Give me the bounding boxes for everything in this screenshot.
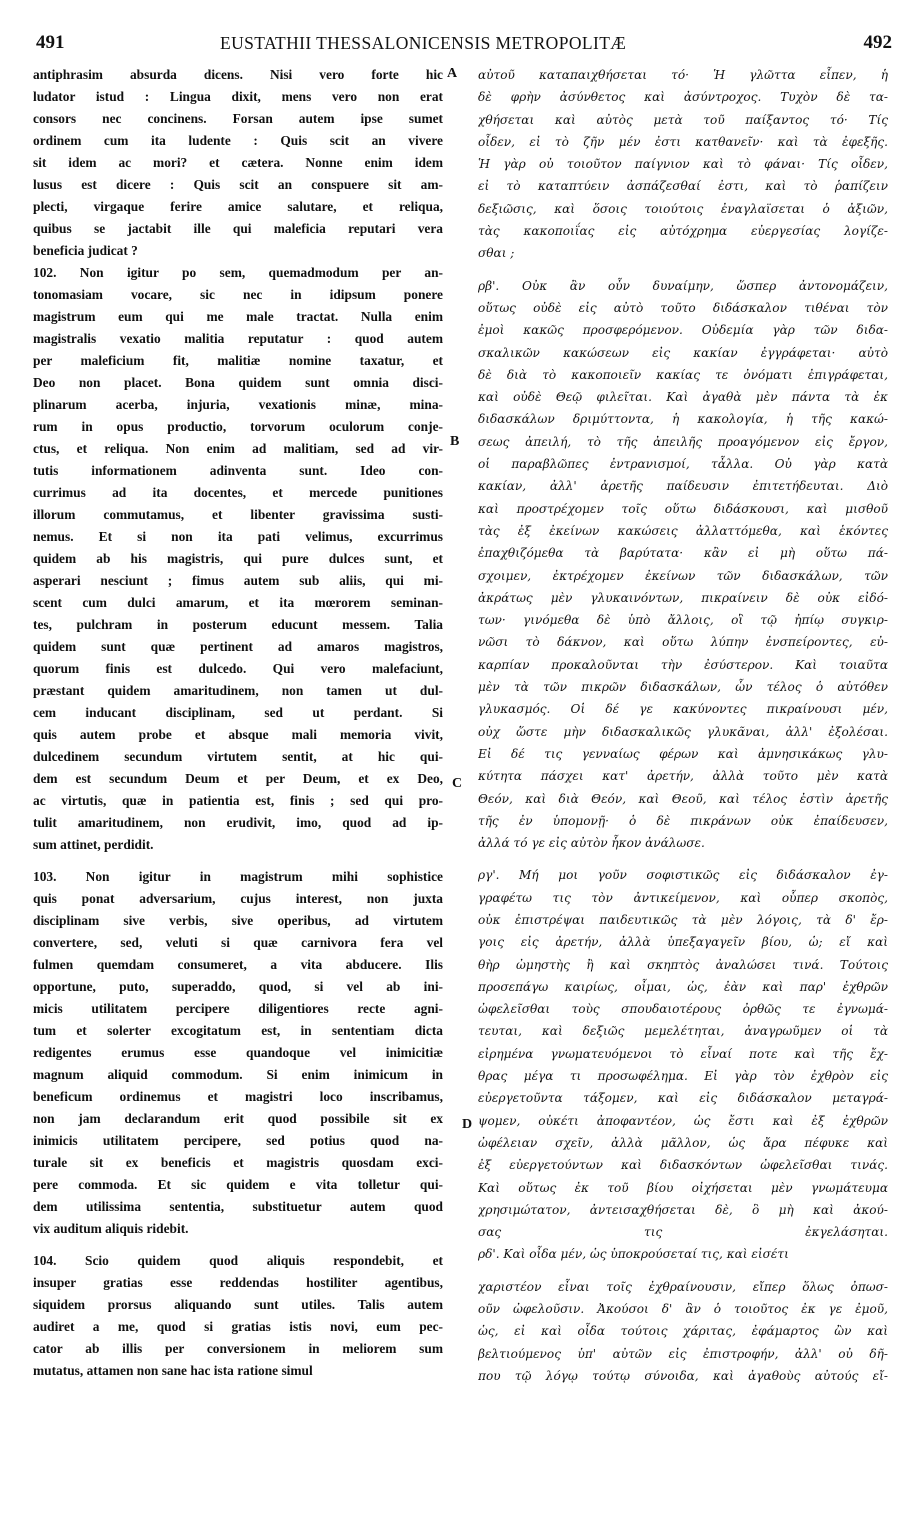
text-line: magistrum eum qui me male tractat. Nulla enim (33, 309, 443, 324)
text-line: 102. Non igitur po sem, quemadmodum per an- (33, 265, 443, 280)
text-line: ordinem cum ita ludente : Quis scit an vivere (33, 133, 443, 148)
text-line: Ἡ γὰρ οὐ τοιοῦτον παίγνιον καὶ τὸ φάναι· Τίς οἶδεν, (478, 157, 888, 172)
text-line: ρδ'. Καὶ οἶδα μέν, ὡς ὑποκρούσεταί τις, καὶ εἰσέτι (478, 1247, 789, 1262)
text-line: dem utilissima sententia, substituetur autem quod (33, 1199, 443, 1214)
text-line: εἰ τὸ καταπτύειν ἀσπάζεσθαί ἐστι, καὶ τὸ ῥαπίζειν (478, 179, 888, 194)
text-line: ἀκράτως μὲν γλυκαινόντων, πικραίνειν δὲ οὐκ εἰδό- (478, 590, 888, 605)
text-line: præstant quidem amaritudinem, non tamen ut dul- (33, 683, 443, 698)
text-line: τὰς κακοποιΐας εἰς αὐτόχρημα εὐεργεσίας λογίζε- (478, 224, 888, 239)
text-line: quis autem probe et absque mali memoria vivit, (33, 727, 443, 742)
text-line: μὲν τὰ τῶν πικρῶν διδασκάλων, ὧν τέλος ὁ αὐτόθεν (478, 680, 888, 695)
text-line: ρβ'. Οὐκ ἂν οὖν δυναίμην, ὥσπερ ἀντονομάζειν, (478, 278, 888, 293)
text-line: illorum commutamus, et libenter gravissima susti- (33, 507, 443, 522)
text-line: per maleficium fit, malitiæ nomine taxatur, et (33, 353, 443, 368)
text-line: νῶσι τὸ δάκνον, καὶ οὕτω λύπην ἐνσπείροντες, εὐ- (478, 635, 888, 650)
text-line: σχοιμεν, ἐκτρέχομεν ἐκείνων τῶν διδασκάλων, τῶν (478, 568, 888, 583)
text-line: οὐχ ὥστε μὴν διδασκαλικῶς γλυκᾶναι, ἀλλ' ἐξολέσαι. (478, 724, 888, 739)
text-line: scent cum dulci amarum, et ita mœrorem seminan- (33, 595, 443, 610)
text-line: convertere, sed, veluti si quæ carnivora fera vel (33, 935, 443, 950)
text-line: δεξιῶσις, καὶ ὅσοις τοιούτοις ἐναγλαϊσεται ὁ ἀξιῶν, (478, 201, 888, 216)
section-marker-d: D (462, 1117, 473, 1132)
text-line: σεως ἀπειλή, τὸ τῆς ἀπειλῆς προαγόμενον εἰς ἔργον, (478, 434, 888, 449)
text-line: 103. Non igitur in magistrum mihi sophistice (33, 869, 443, 884)
text-line: insuper gratias esse reddendas hostiliter agentibus, (33, 1275, 443, 1290)
text-line: κακίαν, ἀλλ' ἀρετῆς παίδευσιν ἐπιτετήδευται. Διὸ (478, 479, 888, 494)
text-line: ctus, et reliqua. Non enim ad malitiam, sed ad vir- (33, 441, 443, 456)
text-line: tulit amaritudinem, non erudivit, imo, quod ad ip- (33, 815, 443, 830)
paragraph-gap (33, 1240, 443, 1250)
text-line: εἰρημένα γνωματευόμενοι τὸ εἶναί ποτε καὶ τῆς ἔχ- (478, 1046, 888, 1061)
paragraph-gap (478, 1266, 888, 1276)
text-line: plecti, virgaque ferire amice salutare, et reliqua, (33, 199, 443, 214)
text-line: audiret a me, quod si gratias istis novi, eum pec- (33, 1319, 443, 1334)
running-title: EUSTATHII THESSALONICENSIS METROPOLITÆ (220, 33, 627, 53)
text-line: σας τις ἐκγελάσηται. (478, 1225, 888, 1240)
text-line: ἀλλά τό γε εἰς αὐτὸν ἧκον ἀνάλωσε. (478, 836, 705, 851)
text-line: οὕτως οὐδὲ εἰς αὐτὸ τοῦτο διδάσκαλον τιθέναι τὸν (478, 300, 888, 315)
text-line: opportune, puto, superaddo, quod, si vel ab ini- (33, 979, 443, 994)
text-line: γραφέτω τις τὸν ἀντικείμενον, καὶ οὗπερ σκοπὸς, (478, 890, 888, 905)
text-line: non jam declarandum erit quod possibile sit ex (33, 1111, 443, 1126)
text-line: rum in opus productio, torvorum oculorum conje- (33, 419, 443, 434)
text-line: asperari nesciunt ; fimus autem sub aliis, qui mi- (33, 573, 443, 588)
text-line: currimus ad ita docentes, et mercede punitiones (33, 485, 443, 500)
text-line: καὶ οὐδὲ Θεῷ φιλεῖται. Καὶ ἀγαθὰ μὲν πάντα τὰ ἐκ (478, 390, 888, 405)
text-line: κύτητα πάσχει κατ' ἀρετήν, ἀλλὰ τοῦτο μὲν κατὰ (478, 769, 888, 784)
text-line: tes, pulchram in posterum educunt messem. Talia (33, 617, 443, 632)
text-line: tutis informationem adinventa sunt. Ideo con- (33, 463, 443, 478)
text-line: Deo non placet. Bona quidem sunt omnia disci- (33, 375, 443, 390)
paragraph-gap (478, 265, 888, 275)
text-line: beneficia judicat ? (33, 243, 138, 258)
text-line: consors nec concinens. Forsan autem ipse sumet (33, 111, 443, 126)
greek-column (478, 64, 888, 1387)
text-line: δὲ διὰ τὸ κακοποιεῖν κακίας τε ὀνόματι ἐπιγράφεται, (478, 367, 888, 382)
text-line: quidem sunt quæ pertinent ad amaros magistros, (33, 639, 443, 654)
section-marker-b: B (450, 434, 460, 449)
text-line: tum et solerter excogitatum est, in sententiam dicta (33, 1023, 443, 1038)
text-line: καὶ προστρέχομεν τοῖς οὕτω διδάσκουσι, καὶ μισθοῦ (478, 501, 888, 516)
text-line: που τῷ λόγῳ τούτῳ σύνοιδα, καὶ ἀγαθοὺς αὐτούς εἴ- (478, 1368, 888, 1383)
section-marker-a: A (447, 66, 458, 81)
text-line: Εἰ δέ τις γενναίως φέρων καὶ ἀμνησικάκως γλυ- (478, 746, 888, 761)
text-line: tonomasiam vocare, sic nec in idipsum ponere (33, 287, 443, 302)
text-line: micis utilitatem percipere diligentiores recte agni- (33, 1001, 443, 1016)
page-number-left: 491 (36, 32, 65, 53)
text-line: siquidem prorsus aliquando sunt utiles. Talis autem (33, 1297, 443, 1312)
latin-column (33, 64, 443, 1382)
text-line: βελτιούμενος ὑπ' αὐτῶν εἰς ἐπιστροφήν, ἀλλ' οὐ δῆ- (478, 1346, 888, 1361)
text-line: ac virtutis, quæ in patientia est, finis ; sed qui pro- (33, 793, 443, 808)
text-line: οἶδεν, εἰ τὸ ζῆν μέν ἐστι κατθανεῖν· καὶ τὰ ἐφεξῆς. (478, 134, 888, 149)
text-line: αὐτοῦ καταπαιχθήσεται τό· Ἡ γλῶττα εἶπεν, ἡ (478, 68, 888, 82)
text-line: quorum finis est dulcedo. Qui vero malefaciunt, (33, 661, 443, 676)
text-line: γοις εἰς ἀρετήν, ἀλλὰ ὑπεξαγαγεῖν βίου, ὡ; εἴ καὶ (478, 935, 888, 950)
text-line: σκαλικῶν κακώσεων εἰς κακίαν ἐγγράφεται· αὐτὸ (478, 345, 888, 360)
text-line: vix auditum aliquis ridebit. (33, 1221, 189, 1236)
text-line: οἱ παραβλῶπες ἐντρανισμοί, τἆλλα. Οὐ γὰρ κατὰ (478, 457, 888, 472)
text-line: mutatus, attamen non sane hac ista ratione simul (33, 1363, 313, 1378)
text-line: disciplinam sive verbis, sive operibus, ad virtutem (33, 913, 443, 928)
text-line: dulcedinem secundum virtutem sentit, at hic qui- (33, 749, 443, 764)
text-line: 104. Scio quidem quod aliquis respondebit, et (33, 1253, 443, 1268)
text-line: ὠφελεῖσθαι τοὺς σπουδαιοτέρους ὀρθῶς τε ἐγνωμά- (478, 1002, 888, 1017)
text-line: ludator istud : Lingua dixit, mens vero non erat (33, 89, 443, 104)
text-line: sit idem ac mori? et cætera. Nonne enim idem (33, 155, 443, 170)
text-line: οῦν ὠφελοῦσιν. Ἀκούσοι δ' ἂν ὁ τοιοῦτος ἐκ γε ἐμοῦ, (478, 1302, 888, 1317)
text-line: των· γινόμεθα δὲ ὑπὸ ἄλλοις, οἳ τῷ ἠπίῳ συγκιρ- (478, 613, 888, 628)
text-line: ἐμοὶ κακῶς προσφερόμενον. Οὐδεμία γὰρ τῶν διδα- (478, 323, 888, 338)
text-line: dem est secundum Deum et per Deum, et ex Deo, (33, 771, 443, 786)
text-line: Θεόν, καὶ διὰ Θεόν, καὶ Θεοῦ, καὶ τέλος ἐστὶν ἀρετῆς (478, 791, 888, 806)
text-line: χθήσεται καὶ αὐτὸς μετὰ τοῦ παίξαντος τό· Τίς (478, 112, 888, 127)
text-line: προσεπάγω καιρίως, οἶμαι, ὡς, ἐὰν καὶ παρ' ἐχθρῶν (478, 979, 888, 994)
text-line: plinarum acerba, injuria, vexationis minæ, mina- (33, 397, 443, 412)
running-header (30, 32, 892, 58)
text-line: καρπίαν προκαλοῦνται τὴν ἐσύστερον. Καὶ τοιαῦτα (478, 657, 888, 672)
text-line: ἐπαχθιζόμεθα τὰ βαρύτατα· κἂν εἰ μὴ οὕτω πά- (478, 546, 888, 561)
text-line: ὠφέλειαν σχεῖν, ἀλλὰ μᾶλλον, ὡς ἄρα πέφυκε καὶ (478, 1135, 888, 1150)
text-line: quibus se jactabit ille qui maleficia reputari vera (33, 221, 443, 236)
text-line: θὴρ ὠμηστὴς ἢ καὶ σκηπτὸς ἀναλώσει τινά. Τούτοις (478, 957, 888, 972)
page-number-right: 492 (863, 32, 892, 53)
text-line: nemus. Et si non ita pati velimus, excurrimus (33, 529, 443, 544)
text-line: Καὶ οὕτως ἐκ τοῦ βίου οἰχήσεται μὲν γνωμάτευμα (478, 1180, 888, 1195)
text-line: τῆς ἐν ὑπομονῇ· ὁ δὲ πικράνων οὐκ ἐπαίδευσεν, (478, 813, 888, 828)
text-line: ὡς, εἰ καὶ οἶδα τούτοις χάριτας, ἐφάμαρτος ὢν καὶ (478, 1324, 888, 1339)
text-line: sum attinet, perdidit. (33, 837, 154, 852)
text-line: χρησιμώτατον, ἀντεισαχθήσεται δὲ, ὃ μὴ καὶ ἀκού- (478, 1202, 888, 1217)
text-line: pere commoda. Et sic quidem e vita tolletur qui- (33, 1177, 443, 1192)
text-line: σθαι ; (478, 246, 515, 261)
text-line: θρας μέγα τι προσωφέλημα. Εἰ γὰρ τὸν ἐχθρὸν εἰς (478, 1069, 888, 1084)
text-line: χαριστέον εἶναι τοῖς ἐχθραίνουσιν, εἴπερ ὅλως ὀπωσ- (478, 1279, 888, 1294)
text-line: magistralis vexatio malitia reputatur : quod autem (33, 331, 443, 346)
text-line: antiphrasim absurda dicens. Nisi vero forte hic (33, 67, 443, 82)
text-line: beneficum ordinemus et magistri loco inscribamus, (33, 1089, 443, 1104)
text-line: magnum aliquid commodum. Si enim inimicum in (33, 1067, 443, 1082)
text-line: turale sit ex beneficis et magistris quosdam exci- (33, 1155, 443, 1170)
text-line: εὐεργετοῦντα τάξομεν, καὶ εἰς διδάσκαλον μεταγρά- (478, 1091, 888, 1106)
text-line: redigentes erumus esse quandoque vel inimicitiæ (33, 1045, 443, 1060)
text-line: fulmen quemdam consumeret, a vita abducere. Ilis (33, 957, 443, 972)
text-line: διδασκάλων δριμύττοντα, ἡ κακολογία, ἡ τῆς κακώ- (478, 412, 888, 427)
text-line: quis ponat adversarium, cujus interest, non juxta (33, 891, 443, 906)
text-line: ἐξ εὐεργετούντων καὶ διδασκόντων ὠφελεῖσθαι τινάς. (478, 1158, 888, 1173)
text-line: quidem ab his magistris, qui pure dulces sunt, et (33, 551, 443, 566)
text-line: δὲ φρὴν ἀσύνθετος καὶ ἀσύντροχος. Τυχὸν δὲ τα- (478, 90, 888, 105)
paragraph-gap (478, 854, 888, 864)
text-line: οὐκ ἐπιστρέψαι παιδευτικῶς τὰ μὲν λόγοις, τὰ δ' ἔρ- (478, 912, 888, 927)
text-line: τὰς ἐξ ἐκείνων κακώσεις ἀλλαττόμεθα, καὶ ἑκόντες (478, 523, 888, 538)
text-line: γλυκασμός. Οἱ δέ γε κακύνοντες πικραίνουσι μέν, (478, 702, 888, 717)
text-line: τευται, καὶ δεξιῶς μεμελέτηται, ἀναγρωῦμεν οἱ τὰ (478, 1024, 888, 1039)
paragraph-gap (33, 856, 443, 866)
text-line: cator ab illis per conversionem in meliorem sum (33, 1341, 443, 1356)
text-line: ργ'. Μή μοι γοῦν σοφιστικῶς εἰς διδάσκαλον ἐγ- (478, 868, 888, 883)
text-line: inimicis utilitatem percipere, sed potius quod na- (33, 1133, 443, 1148)
text-line: cem inducant disciplinam, sed ut perdant. Si (33, 705, 443, 720)
section-marker-c: C (452, 776, 463, 791)
text-line: lusus est dicere : Quis scit an conspuere sit am- (33, 177, 443, 192)
text-line: ψομεν, οὐκέτι ἀποφαντέον, ὡς ἔστι καὶ ἐξ ἐχθρῶν (478, 1113, 888, 1128)
